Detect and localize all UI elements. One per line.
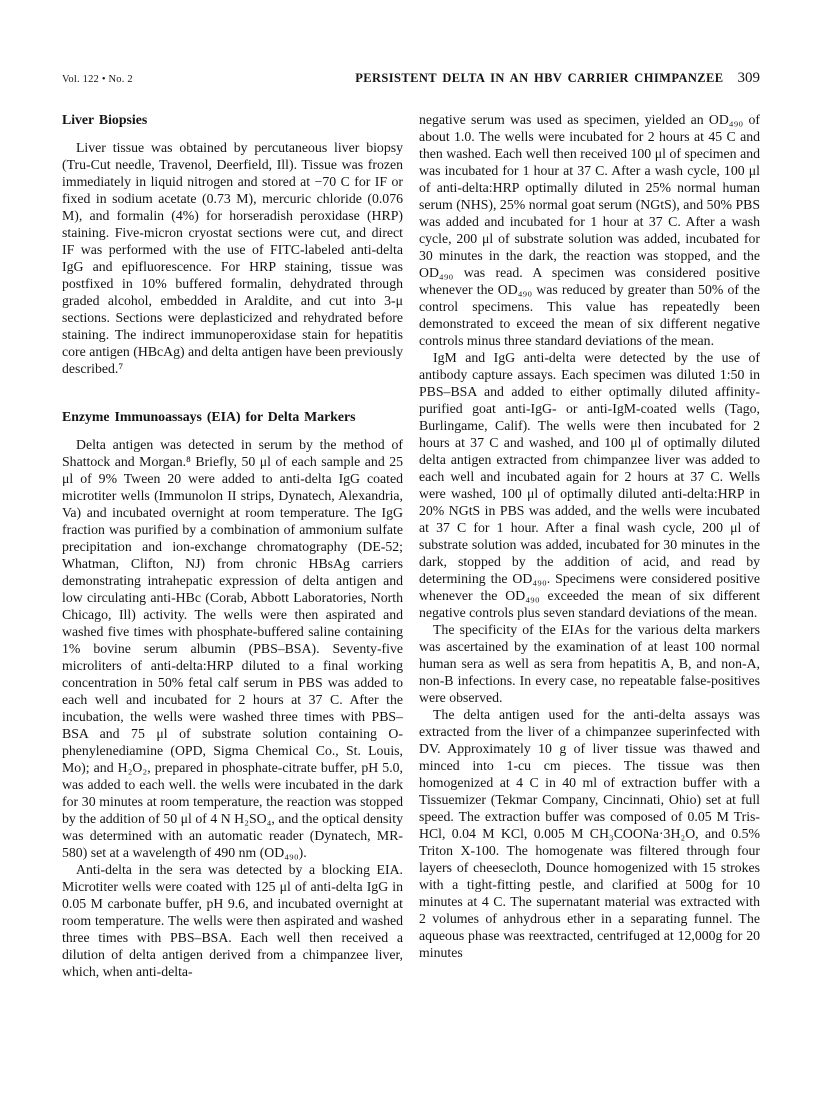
paragraph-eia-blocking: Anti-delta in the sera was detected by a blocking EIA. Microtiter wells were coated with 125 μl of anti-delta IgG in 0.05 M carbonate buffer, pH 9.6, and incubated overnight at room temperature. The wells were then aspirated and washed three times with PBS–BSA. Each well then received a dilution of delta antigen derived from a chimpanzee liver, which, when anti-delta-	[62, 862, 403, 979]
page-header	[62, 70, 760, 87]
two-column-body	[62, 111, 760, 980]
paragraph-eia-specificity: The specificity of the EIAs for the various delta markers was ascertained by the examination of at least 100 normal human sera as well as sera from hepatitis A, B, and non-A, non-B infections. In every case, no repeatable false-positives were observed.	[419, 622, 760, 705]
page-number: 309	[737, 70, 760, 86]
paragraph-liver-biopsies: Liver tissue was obtained by percutaneous liver biopsy (Tru-Cut needle, Travenol, Deerfield, Ill). Tissue was frozen immediately in liquid nitrogen and stored at −70 C for IF or fixed in sodium acetate (0.73 M), mercuric chloride (0.076 M), and formalin (4%) for horseradish peroxidase (HRP) staining. Five-micron cryostat sections were cut, and direct IF was performed with the use of FITC-labeled anti-delta IgG and epifluorescence. For HRP staining, tissue was postfixed in 10% buffered formalin, dehydrated through graded alcohol, embedded in Araldite, and cut into 3-μ sections. Sections were deplasticized and rehydrated before staining. The indirect immunoperoxidase stain for hepatitis core antigen (HBcAg) and delta antigen have been previously described.⁷	[62, 140, 403, 376]
section-heading-eia-delta-markers: Enzyme Immunoassays (EIA) for Delta Markers	[62, 409, 356, 424]
left-column	[62, 111, 403, 980]
header-right	[355, 70, 760, 87]
right-column	[419, 111, 760, 980]
paragraph-blocking-continued: negative serum was used as specimen, yielded an OD₄₉₀ of about 1.0. The wells were incubated for 2 hours at 45 C and then washed. Each well then received 100 μl of specimen and was incubated for 1 hour at 37 C. After a wash cycle, 100 μl of anti-delta:HRP optimally diluted in 25% normal human serum (NHS), 25% normal goat serum (NGtS), and 50% PBS was added and incubated for 1 hour at 37 C. After a wash cycle, 200 μl of substrate solution was added, incubated for 30 minutes in the dark, the reaction was stopped, and the OD₄₉₀ was read. A specimen was considered positive whenever the OD₄₉₀ was reduced by greater than 50% of the control specimens. This value has repeatedly been demonstrated to exceed the mean of six different negative controls minus three standard deviations of the mean.	[419, 112, 760, 348]
section-heading-liver-biopsies: Liver Biopsies	[62, 112, 148, 127]
running-title: PERSISTENT DELTA IN AN HBV CARRIER CHIMPANZEE	[355, 71, 724, 85]
paragraph-delta-antigen-extraction: The delta antigen used for the anti-delta assays was extracted from the liver of a chimpanzee superinfected with DV. Approximately 10 g of liver tissue was thawed and minced into 1-cu cm pieces. The tissue was then homogenized at 4 C in 40 ml of extraction buffer with a Tissuemizer (Tekmar Company, Cincinnati, Ohio) set at full speed. The extraction buffer was composed of 0.05 M Tris-HCl, 0.04 M KCl, 0.005 M CH₃COONa·3H₂O, and 0.5% Triton X-100. The homogenate was filtered through four layers of cheesecloth, Dounce homogenized with 15 strokes with a tight-fitting pestle, and clarified at 500g for 10 minutes at 4 C. The supernatant material was extracted with 2 volumes of anhydrous ether in a separating funnel. The aqueous phase was reextracted, centrifuged at 12,000g for 20 minutes	[419, 707, 760, 960]
journal-issue: Vol. 122 • No. 2	[62, 74, 133, 85]
paragraph-eia-delta-antigen: Delta antigen was detected in serum by the method of Shattock and Morgan.⁸ Briefly, 50 μl of each sample and 25 μl of 9% Tween 20 were added to anti-delta IgG coated microtiter wells (Immunolon II strips, Dynatech, Alexandria, Va) and incubated overnight at room temperature. The IgG fraction was purified by a combination of ammonium sulfate precipitation and ion-exchange chromatography (DE-52; Whatman, Clifton, NJ) from chronic HBsAg carriers demonstrating intrahepatic expression of delta antigen and low circulating anti-HBc (Corab, Abbott Laboratories, North Chicago, Ill) activity. The wells were then aspirated and washed five times with phosphate-buffered saline containing 1% bovine serum albumin (PBS–BSA). Seventy-five microliters of anti-delta:HRP diluted to a final working concentration in 50% fetal calf serum in PBS was added to each well and incubated for 2 hours at 37 C. After the incubation, the wells were washed three times with PBS–BSA and 75 μl of substrate solution containing O-phenylenediamine (OPD, Sigma Chemical Co., St. Louis, Mo); and H₂O₂, prepared in phosphate-citrate buffer, pH 5.0, was added to each well. the wells were incubated in the dark for 30 minutes at room temperature, the reaction was stopped by the addition of 50 μl of 4 N H₂SO₄, and the optical density was determined with an automatic reader (Dynatech, MR-580) set at a wavelength of 490 nm (OD₄₉₀).	[62, 437, 403, 860]
paragraph-igm-igg-assays: IgM and IgG anti-delta were detected by the use of antibody capture assays. Each specimen was diluted 1:50 in PBS–BSA and added to either optimally diluted affinity-purified goat anti-IgG- or anti-IgM-coated wells (Tago, Burlingame, Calif). The wells were then incubated for 2 hours at 37 C and washed, and 100 μl of optimally diluted delta antigen extracted from chimpanzee liver was added to each well and incubated again for 2 hours at 37 C. Wells were washed, 100 μl of optimally diluted anti-delta:HRP in 20% NGtS in PBS was added, and the wells were incubated at 37 C for 1 hour. After a final wash cycle, 200 μl of substrate solution was added, incubated for 30 minutes in the dark, stopped by the addition of acid, and read by determining the OD₄₉₀. Specimens were considered positive whenever the OD₄₉₀ exceeded the mean of six different negative controls plus seven standard deviations of the mean.	[419, 350, 760, 620]
